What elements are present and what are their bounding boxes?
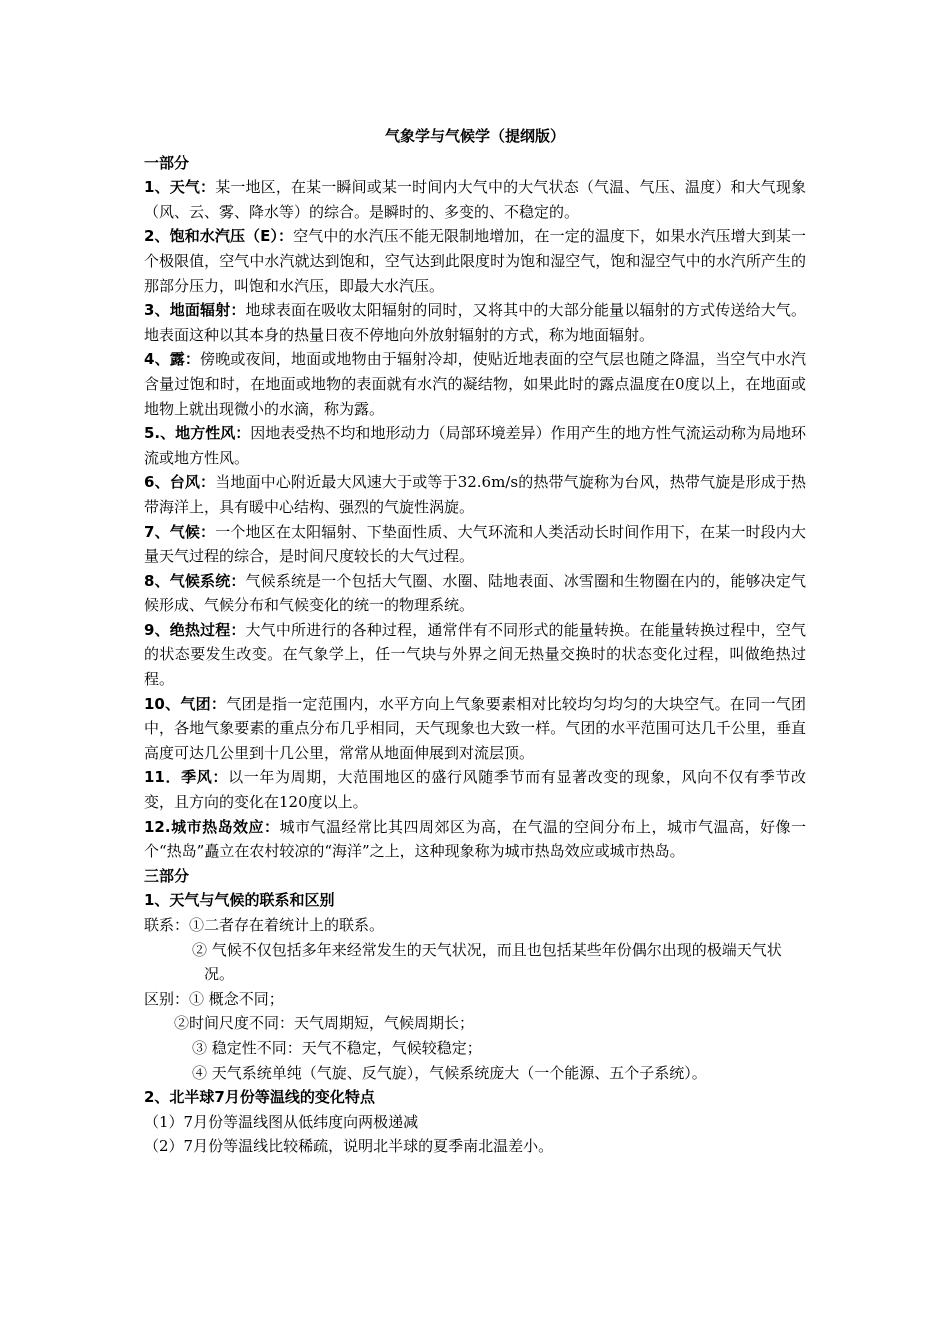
definition-typhoon	[144, 470, 806, 519]
definition-text: 空气中的水汽压不能无限制地增加，在一定的温度下，如果水汽压增大到某一个极限值，空气中水汽就达到饱和，空气达到此限度时为饱和湿空气，饱和湿空气中的水汽所产生的那部分压力，叫饱和水汽压，即最大水汽压。	[144, 227, 806, 295]
definition-text: 气候系统是一个包括大气圈、水圈、陆地表面、冰雪圈和生物圈在内的，能够决定气候形成、气候分布和气候变化的统一的物理系统。	[144, 571, 806, 615]
question-heading-july-isotherms: 2、北半球7月份等温线的变化特点	[144, 1088, 375, 1107]
definition-text: 气团是指一定范围内，水平方向上气象要素相对比较均匀均匀的大块空气。在同一气团中，各地气象要素的重点分布几乎相同，天气现象也大致一样。气团的水平范围可达几千公里，垂直高度可达几公里到十几公里，常常从地面伸展到对流层顶。	[144, 694, 806, 762]
definition-text: 以一年为周期，大范围地区的盛行风随季节而有显著改变的现象，风向不仅有季节改变，且方向的变化在120度以上。	[144, 768, 806, 812]
definition-term: 10、气团：	[144, 694, 227, 713]
definition-text: 一个地区在太阳辐射、下垫面性质、大气环流和人类活动长时间作用下，在某一时段内大量天气过程的综合，是时间尺度较长的大气过程。	[144, 522, 806, 566]
definition-term: 4、露：	[144, 350, 201, 369]
definition-term: 12.城市热岛效应：	[144, 817, 280, 836]
definition-text: 某一地区，在某一瞬间或某一时间内大气中的大气状态（气温、气压、温度）和大气现象（风、云、雾、降水等）的综合。是瞬时的、多变的、不稳定的。	[144, 178, 806, 221]
definition-local-wind	[144, 421, 806, 470]
definition-weather	[144, 175, 806, 224]
isotherm-point-2: （2）7月份等温线比较稀疏，说明北半球的夏季南北温差小。	[144, 1137, 554, 1156]
definition-term: 2、饱和水汽压（E）：	[144, 227, 294, 246]
definition-monsoon	[144, 765, 806, 814]
definition-text: 因地表受热不均和地形动力（局部环境差异）作用产生的地方性气流运动称为局地环流或地方性风。	[144, 424, 806, 467]
definition-text: 大气中所进行的各种过程，通常伴有不同形式的能量转换。在能量转换过程中，空气的状态要发生改变。在气象学上，任一气块与外界之间无热量交换时的状态变化过程，叫做绝热过程。	[144, 620, 806, 689]
difference-line-3: ③ 稳定性不同：天气不稳定，气候较稳定；	[192, 1038, 482, 1057]
definition-air-mass	[144, 692, 806, 766]
definition-urban-heat-island	[144, 815, 806, 864]
definition-text: 地球表面在吸收太阳辐射的同时，又将其中的大部分能量以辐射的方式传送给大气。地表面这种以其本身的热量日夜不停地向外放射辐射的方式，称为地面辐射。	[144, 301, 806, 344]
section-heading-part-three: 三部分	[144, 866, 190, 885]
definition-term: 3、地面辐射：	[144, 301, 246, 320]
question-heading-weather-vs-climate: 1、天气与气候的联系和区别	[144, 891, 335, 910]
difference-line-4: ④ 天气系统单纯（气旋、反气旋），气候系统庞大（一个能源、五个子系统）。	[192, 1063, 707, 1082]
difference-line-2: ②时间尺度不同：天气周期短，气候周期长；	[174, 1014, 475, 1033]
definition-saturation-vapor-pressure	[144, 224, 806, 298]
document-title: 气象学与气候学（提纲版）	[384, 127, 565, 145]
definition-term: 9、绝热过程：	[144, 620, 246, 639]
definition-term: 7、气候：	[144, 522, 216, 541]
definition-term: 6、台风：	[144, 473, 216, 492]
definition-text: 傍晚或夜间，地面或地物由于辐射冷却，使贴近地表面的空气层也随之降温，当空气中水汽含量过饱和时，在地面或地物的表面就有水汽的凝结物，如果此时的露点温度在0度以上，在地面或地物上就出现微小的水滴，称为露。	[144, 350, 806, 418]
definition-ground-radiation	[144, 298, 806, 347]
document-body	[144, 124, 806, 1159]
definition-term: 5.、地方性风：	[144, 424, 251, 443]
definition-term: 1、天气：	[144, 178, 216, 197]
definition-dew	[144, 347, 806, 421]
definition-text: 城市气温经常比其四周郊区为高，在气温的空间分布上，城市气温高，好像一个“热岛”矗立在农村较凉的“海洋”之上，这种现象称为城市热岛效应或城市热岛。	[144, 817, 806, 861]
definition-climate-system	[144, 569, 806, 618]
definition-term: 8、气候系统：	[144, 571, 246, 590]
link-line-2: ② 气候不仅包括多年来经常发生的天气状况，而且也包括某些年份偶尔出现的极端天气状况。	[192, 940, 782, 984]
section-heading-part-one: 一部分	[144, 153, 190, 172]
definition-adiabatic-process	[144, 618, 806, 692]
definition-climate	[144, 520, 806, 569]
definition-text: 当地面中心附近最大风速大于或等于32.6m/s的热带气旋称为台风，热带气旋是形成于热带海洋上，具有暖中心结构、强烈的气旋性涡旋。	[144, 473, 806, 516]
isotherm-point-1: （1）7月份等温线图从低纬度向两极递减	[144, 1112, 419, 1131]
link-line-1: 联系：①二者存在着统计上的联系。	[144, 916, 385, 934]
difference-line-1: 区别：① 概念不同；	[144, 989, 284, 1008]
definition-term: 11．季风：	[144, 768, 229, 787]
